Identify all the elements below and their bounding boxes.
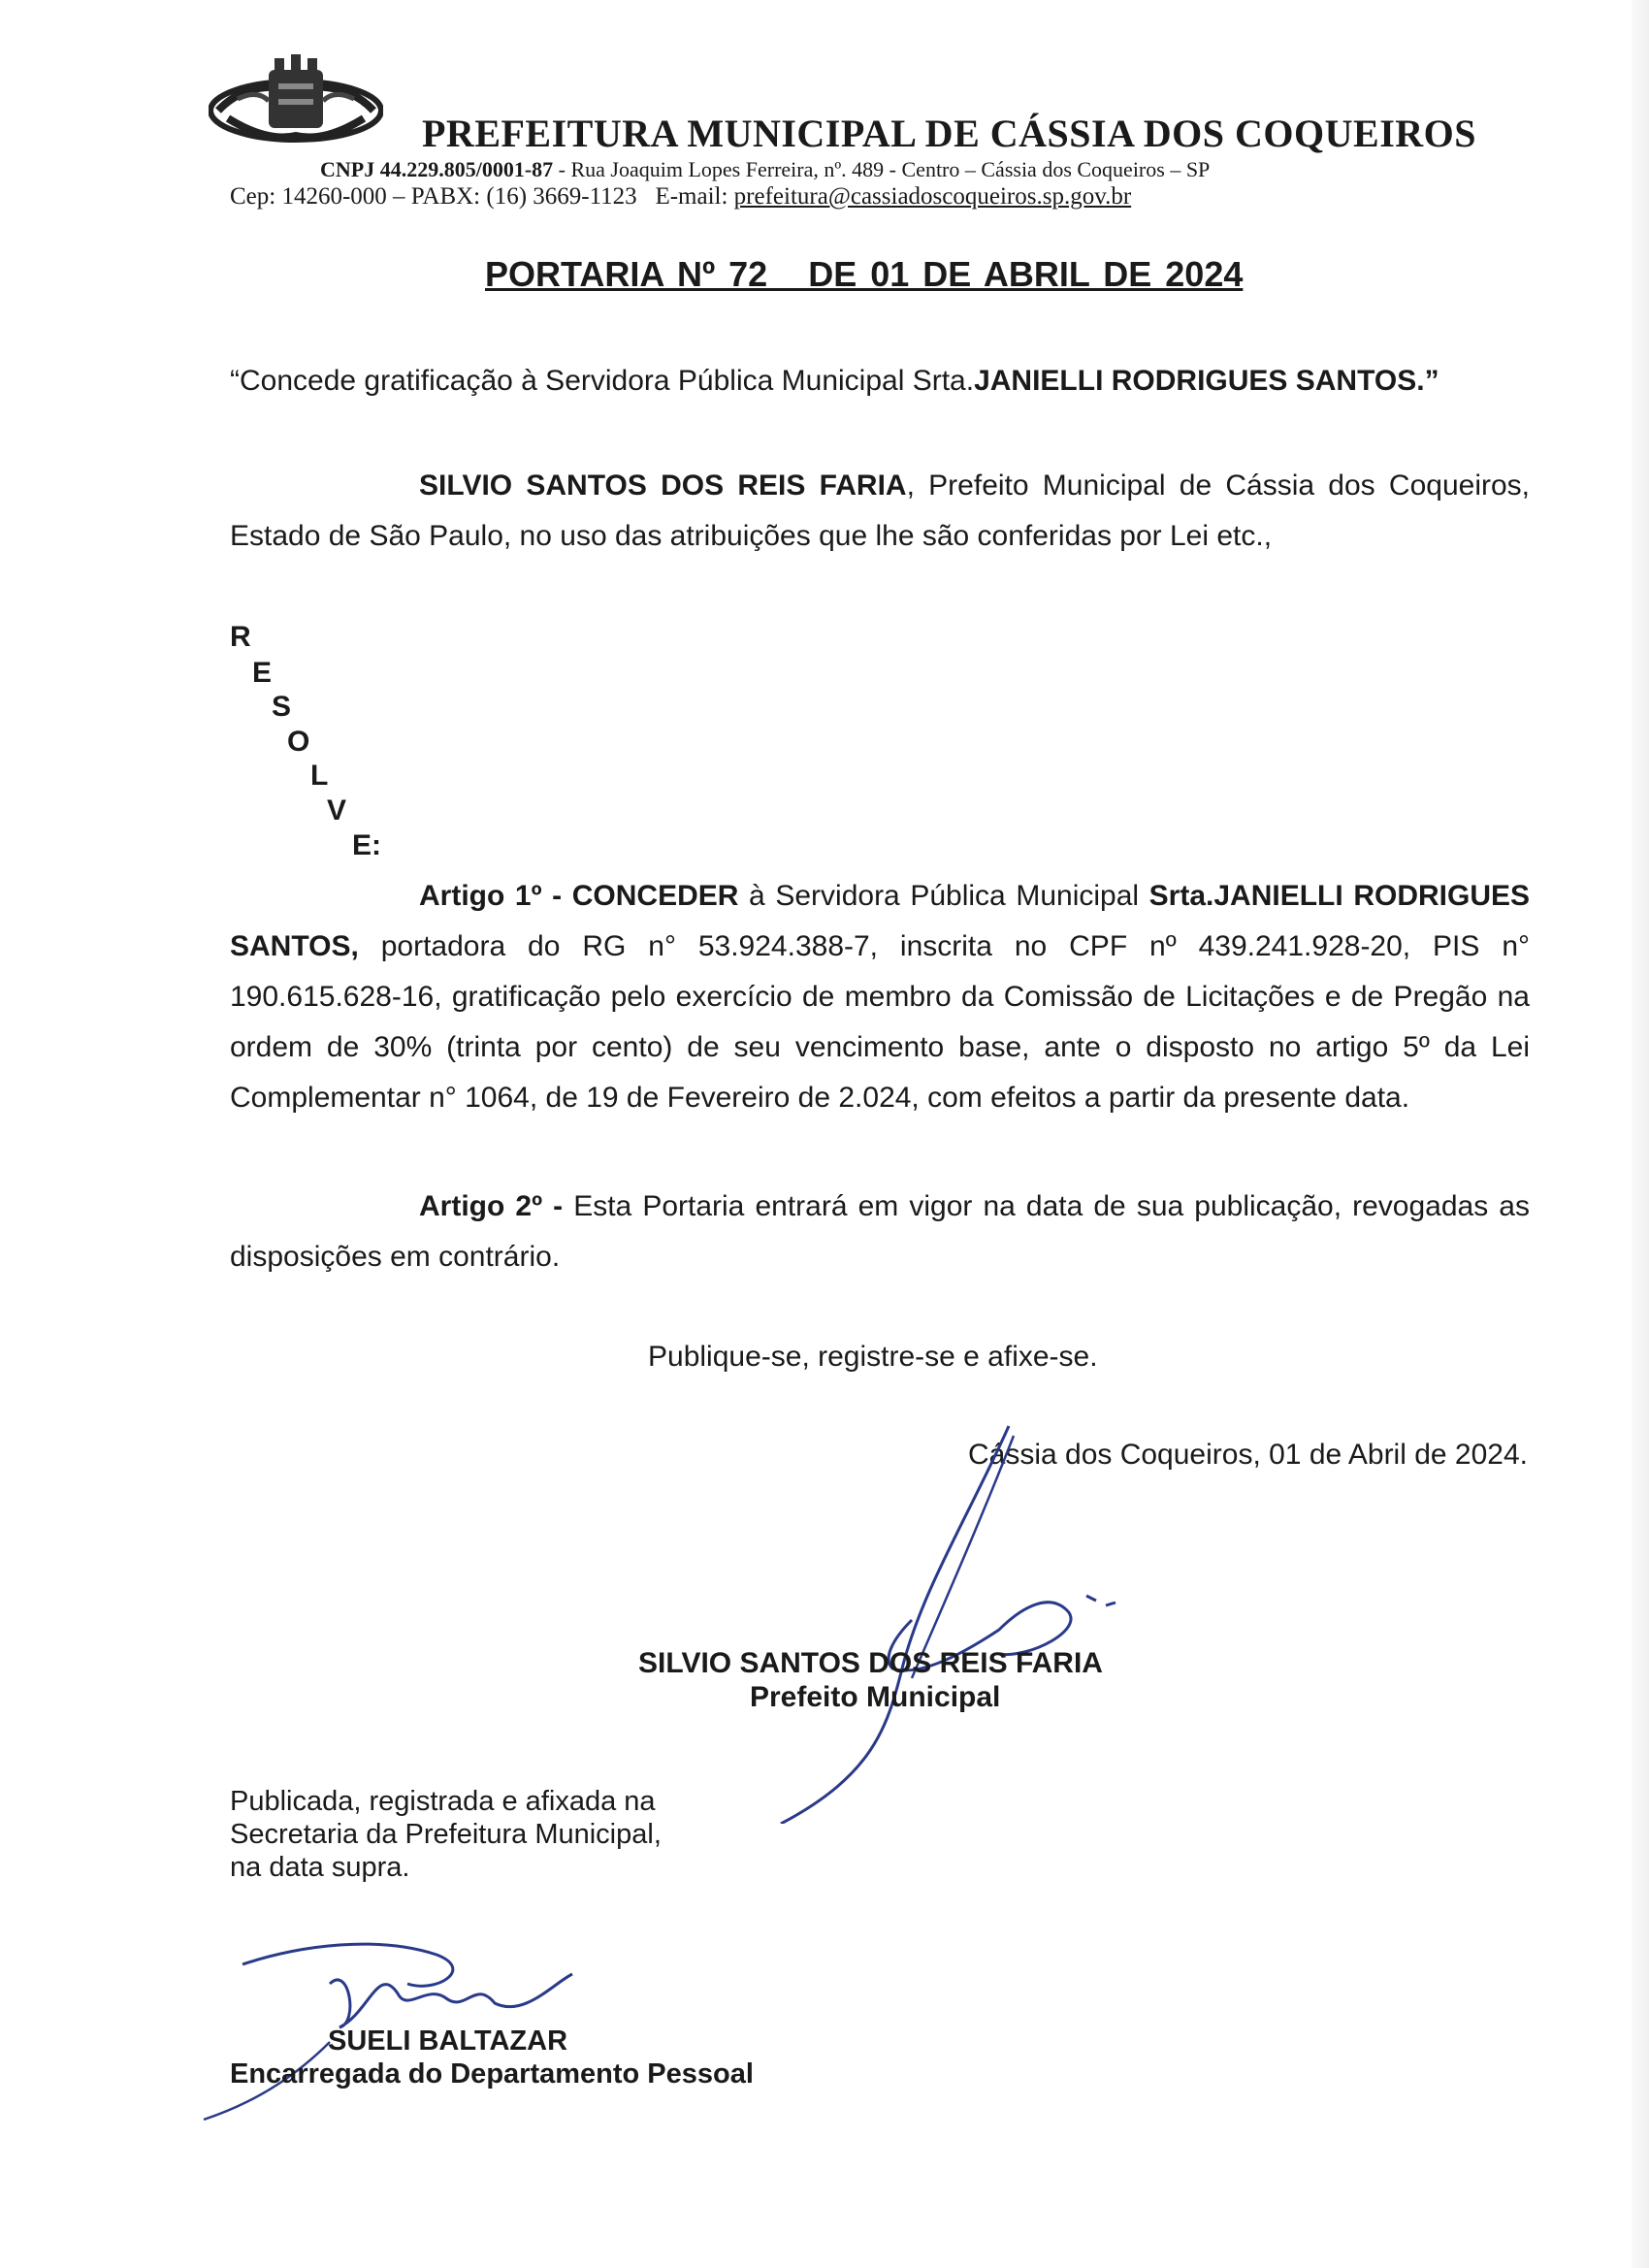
publication-note-line-3: na data supra.: [230, 1852, 410, 1883]
resolve-letter-e-colon: E:: [352, 829, 381, 861]
ementa-name: JANIELLI RODRIGUES SANTOS.”: [974, 365, 1439, 397]
intro-name: SILVIO SANTOS DOS REIS FARIA: [419, 470, 907, 502]
header-contact: [230, 183, 1588, 211]
article-2-text: Esta Portaria entrará em vigor na data de sua publicação, revogadas as disposições em contrário.: [230, 1190, 1530, 1273]
resolve-letter-o: O: [287, 726, 310, 758]
article-1-label: Artigo 1º - CONCEDER: [419, 880, 739, 912]
article-2-label: Artigo 2º -: [419, 1190, 564, 1222]
header-title: PREFEITURA MUNICIPAL DE CÁSSIA DOS COQUEIROS: [422, 112, 1476, 155]
publication-note-line-1: Publicada, registrada e afixada na: [230, 1786, 656, 1817]
ementa: [230, 365, 1588, 398]
mayor-signature-icon: [776, 1416, 1145, 1824]
header-address: - Rua Joaquim Lopes Ferreira, nº. 489 - Centro – Cássia dos Coqueiros – SP: [553, 157, 1211, 181]
article-1-name: Srta.JANIELLI RODRIGUES SANTOS,: [230, 880, 1530, 962]
article-2: [230, 1182, 1530, 1282]
article-1-text-a: à Servidora Pública Municipal: [738, 880, 1149, 912]
header-email-label: E-mail:: [655, 183, 728, 210]
mayor-name: SILVIO SANTOS DOS REIS FARIA: [638, 1647, 1103, 1679]
place-and-date: Cássia dos Coqueiros, 01 de Abril de 2024.: [967, 1439, 1528, 1471]
header-cep-phone: Cep: 14260-000 – PABX: (16) 3669-1123: [230, 183, 637, 210]
intro-paragraph: [230, 461, 1530, 562]
resolve-letter-e: E: [252, 657, 273, 689]
header-cnpj-address: [320, 157, 1581, 182]
mayor-title: Prefeito Municipal: [750, 1681, 1001, 1713]
portaria-title: PORTARIA Nº 72 DE 01 DE ABRIL DE 2024: [485, 254, 1244, 294]
article-1-text-b: portadora do RG n° 53.924.388-7, inscrita no CPF nº 439.241.928-20, PIS n° 190.615.628-16, gratificação pelo exercício de membro da Comissão de Licitações e de Pregão na ordem de 30% (trinta por cento) de seu vencimento base, ante o disposto no artigo 5º da Lei Complementar n° 1064, de 19 de Fevereiro de 2.024, com efeitos a partir da presente data.: [230, 930, 1530, 1114]
hr-name: SUELI BALTAZAR: [328, 2025, 568, 2057]
publique-line: Publique-se, registre-se e afixe-se.: [648, 1341, 1098, 1373]
resolve-letter-v: V: [327, 794, 347, 826]
resolve-letter-s: S: [272, 691, 292, 723]
publication-note-line-2: Secretaria da Prefeitura Municipal,: [230, 1819, 662, 1850]
ementa-prefix: “Concede gratificação à Servidora Pública Municipal Srta.: [230, 365, 975, 397]
municipal-crest-icon: [209, 50, 383, 147]
publication-note: [230, 1785, 734, 1884]
resolve-letter-r: R: [230, 621, 251, 653]
resolve-letter-l: L: [310, 760, 329, 792]
scan-edge: [1632, 0, 1649, 2268]
header-cnpj: CNPJ 44.229.805/0001-87: [320, 157, 554, 181]
hr-title: Encarregada do Departamento Pessoal: [230, 2058, 754, 2090]
article-1: [230, 871, 1530, 1123]
header-email-link[interactable]: prefeitura@cassiadoscoqueiros.sp.gov.br: [733, 183, 1132, 210]
intro-text: , Prefeito Municipal de Cássia dos Coqueiros, Estado de São Paulo, no uso das atribuições que lhe são conferidas por Lei etc.,: [230, 470, 1530, 552]
